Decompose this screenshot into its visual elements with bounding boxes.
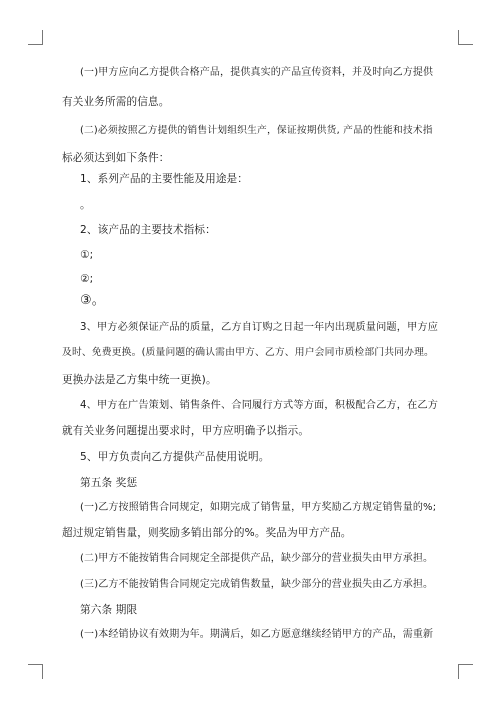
text-line: (一)本经销协议有效期为年。期满后，如乙方愿意继续经销甲方的产品，需重新 [80,629,434,640]
text-line: 超过规定销售量，则奖励多销出部分的%。奖品为甲方产品。 [62,527,352,539]
text-line: 及时、免费更换。(质量问题的确认需由甲方、乙方、用户会同市质检部门共同办理。 [62,347,435,358]
section-heading: 第五条 奖惩 [80,477,138,489]
text-line: ②; [80,273,94,285]
crop-mark-top-right [458,30,473,45]
text-line: 标必须达到如下条件： [62,152,170,164]
text-line: 3、甲方必须保证产品的质量，乙方自订购之日起一年内出现质量问题，甲方应 [80,322,439,333]
text-line: 1、系列产品的主要性能及用途是： [80,173,249,185]
text-line: 。 [80,199,91,211]
text-line: 2、该产品的主要技术指标： [80,224,216,236]
text-line: 有关业务所需的信息。 [62,96,170,108]
text-line: 更换办法是乙方集中统一更换)。 [62,374,217,386]
crop-mark-bottom-right [458,664,473,679]
crop-mark-top-left [28,30,43,45]
text-line: 4、甲方在广告策划、销售条件、合同履行方式等方面，积极配合乙方，在乙方 [80,400,439,411]
text-line: (一)甲方应向乙方提供合格产品，提供真实的产品宣传资料，并及时向乙方提供 [80,67,434,78]
text-line: (二)甲方不能按销售合同规定全部提供产品，缺少部分的营业损失由甲方承担。 [80,553,434,564]
text-line: 5、甲方负责向乙方提供产品使用说明。 [80,451,270,463]
text-line: (二)必须按照乙方提供的销售计划组织生产，保证按期供货, 产品的性能和技术指 [80,125,433,136]
section-heading: 第六条 期限 [80,604,138,616]
text-line: ①; [80,249,94,261]
text-line: (三)乙方不能按销售合同规定完成销售数量，缺少部分的营业损失由乙方承担。 [80,579,434,590]
crop-mark-bottom-left [28,664,43,679]
text-line: ③。 [80,293,105,308]
text-line: 就有关业务问题提出要求时，甲方应明确予以指示。 [62,425,310,437]
text-line: (一)乙方按照销售合同规定，如期完成了销售量，甲方奖励乙方规定销售量的%; [80,502,437,513]
